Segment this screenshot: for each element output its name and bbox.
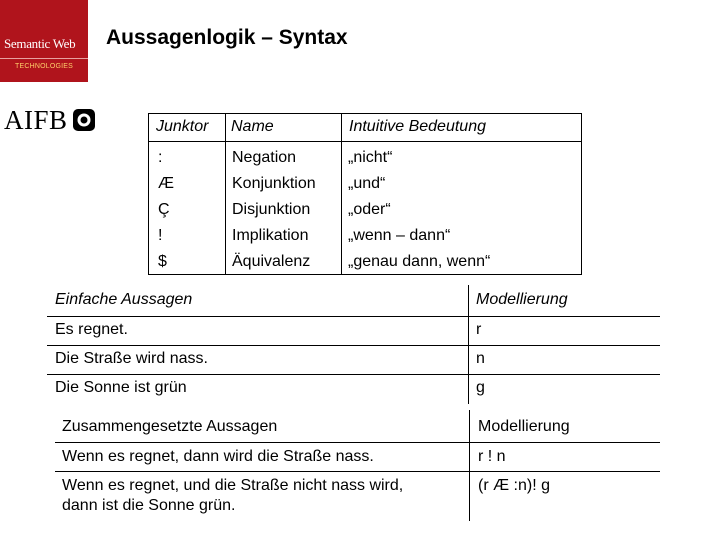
junctor-name: Implikation <box>232 227 309 244</box>
simple-header-modeling: Modellierung <box>476 291 568 308</box>
junctor-symbol: $ <box>158 253 167 270</box>
compound-row-model: r ! n <box>478 448 506 465</box>
junctor-symbol: : <box>158 149 163 166</box>
aifb-logo-text: AIFB <box>4 104 68 135</box>
compound-row-model: (r Æ :n)! g <box>478 477 551 494</box>
junctor-name: Äquivalenz <box>232 253 311 270</box>
simple-row-statement: Es regnet. <box>55 321 128 338</box>
compound-header-statements: Zusammengesetzte Aussagen <box>62 418 278 435</box>
junctor-name: Negation <box>232 149 297 166</box>
logo-subtitle: TECHNOLOGIES <box>14 63 74 70</box>
junctor-names <box>232 145 316 275</box>
simple-row-divider <box>47 316 660 317</box>
slide-title: Aussagenlogik – Syntax <box>106 26 348 49</box>
junctor-table <box>148 113 582 275</box>
junctor-name: Konjunktion <box>232 175 316 192</box>
simple-row-model: g <box>476 379 485 396</box>
compound-row-statement: Wenn es regnet, dann wird die Straße nass. <box>62 448 374 465</box>
junctor-symbols <box>158 145 174 275</box>
simple-row-statement: Die Sonne ist grün <box>55 379 187 396</box>
junctor-symbol: Æ <box>158 175 174 192</box>
compound-row-divider <box>55 471 660 472</box>
logo-title: Semantic Web <box>4 36 76 51</box>
logo-divider <box>0 58 88 59</box>
aifb-mark-icon <box>72 108 96 132</box>
junctor-symbol: Ç <box>158 201 170 218</box>
junctor-header-name: Name <box>231 118 274 135</box>
junctor-meaning: „und“ <box>348 175 386 192</box>
compound-header-modeling: Modellierung <box>478 418 570 435</box>
compound-row-statement: Wenn es regnet, und die Straße nicht nass wird, <box>62 477 404 494</box>
junctor-meaning: „nicht“ <box>348 149 393 166</box>
simple-row-statement: Die Straße wird nass. <box>55 350 208 367</box>
junctor-header-meaning: Intuitive Bedeutung <box>349 118 486 135</box>
compound-col-divider <box>469 410 470 521</box>
junctor-symbol: ! <box>158 227 163 244</box>
semantic-web-logo <box>0 0 88 82</box>
junctor-name: Disjunktion <box>232 201 311 218</box>
aifb-logo <box>4 104 96 136</box>
compound-row-statement-cont: dann ist die Sonne grün. <box>62 497 236 514</box>
simple-row-divider <box>47 374 660 375</box>
simple-row-model: r <box>476 321 482 338</box>
simple-row-divider <box>47 345 660 346</box>
junctor-header-divider <box>149 141 581 142</box>
junctor-col-divider-2 <box>341 114 342 274</box>
junctor-meaning: „wenn – dann“ <box>348 227 451 244</box>
junctor-meanings <box>348 145 490 275</box>
junctor-header-junktor: Junktor <box>156 118 209 135</box>
simple-header-statements: Einfache Aussagen <box>55 291 193 308</box>
compound-row-divider <box>55 442 660 443</box>
junctor-meaning: „genau dann, wenn“ <box>348 253 491 270</box>
junctor-meaning: „oder“ <box>348 201 391 218</box>
simple-row-model: n <box>476 350 485 367</box>
junctor-col-divider-1 <box>225 114 226 274</box>
